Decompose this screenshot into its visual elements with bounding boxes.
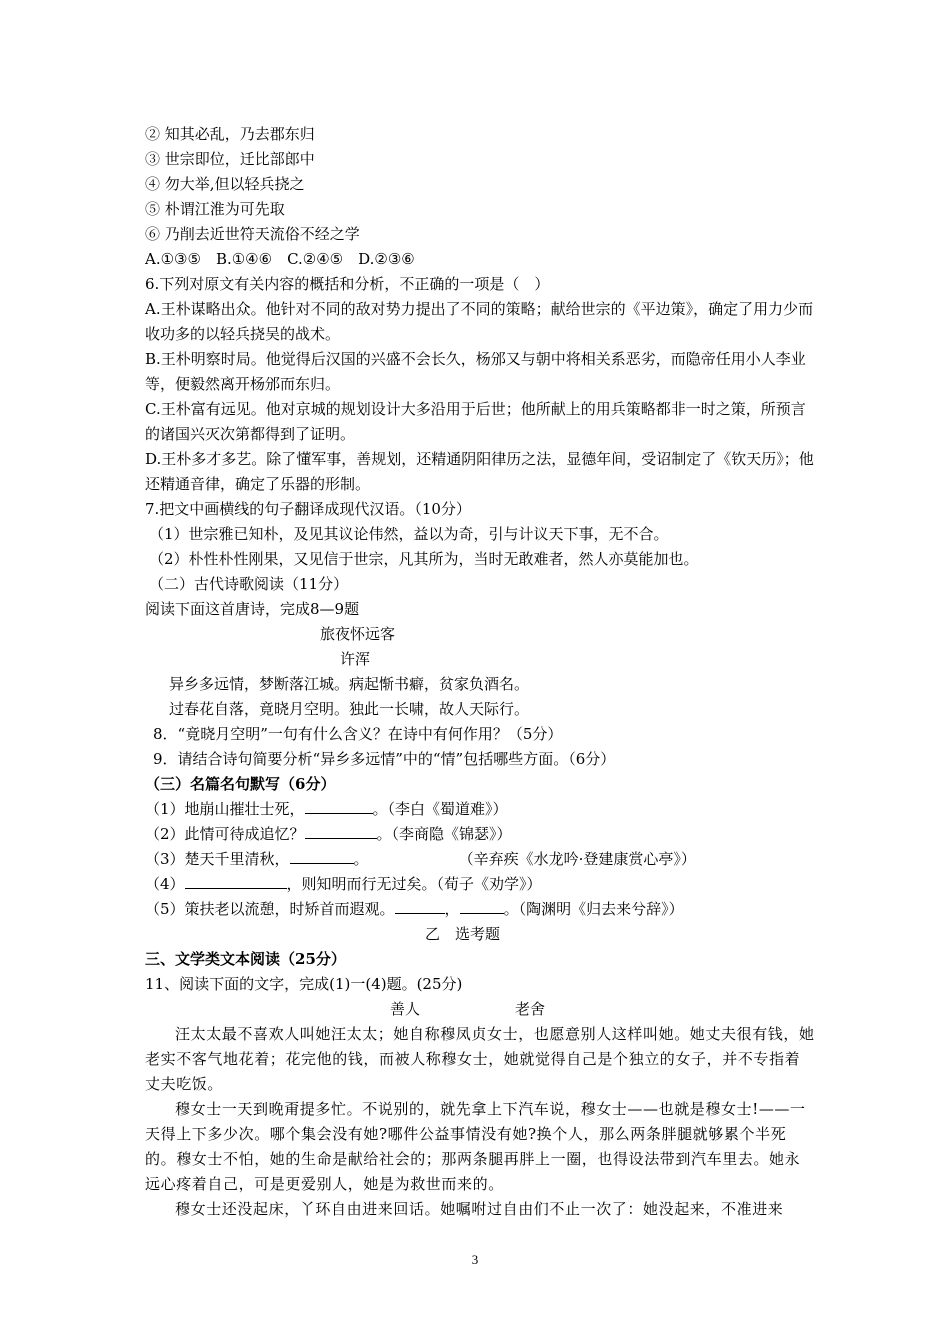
dictation-item-2 <box>145 822 815 847</box>
question-6: 6.下列对原文有关内容的概括和分析，不正确的一项是（ ） <box>145 275 550 293</box>
dictation-5-blank-1[interactable] <box>395 897 445 914</box>
question-11: 11、阅读下面的文字，完成(1)一(4)题。(25分) <box>145 975 463 993</box>
dictation-5-prompt: （5）策扶老以流憩，时矫首而遐观。 <box>145 900 395 918</box>
dictation-item-1 <box>145 797 815 822</box>
answer-choices: A.①③⑤ B.①④⑥ C.②④⑤ D.②③⑥ <box>145 250 415 268</box>
poem-line-1: 异乡多远情，梦断落江城。病起惭书癖，贫家负酒名。 <box>169 675 530 693</box>
question-9: 9．请结合诗句简要分析“异乡多远情”中的“情”包括哪些方面。（6分） <box>153 750 616 768</box>
story-header <box>145 997 815 1022</box>
q7-sentence-2: （2）朴性朴性刚果，又见信于世宗，凡其所为，当时无敢难者，然人亦莫能加也。 <box>149 550 699 568</box>
option-line-3: ③ 世宗即位，迁比部郎中 <box>145 150 315 168</box>
dictation-item-4 <box>145 872 815 897</box>
option-line-4: ④ 勿大举,但以轻兵挠之 <box>145 175 305 193</box>
q6-option-c: C.王朴富有远见。他对京城的规划设计大多沿用于后世；他所献上的用兵策略都非一时之策，所预言的诸国兴灭次第都得到了证明。 <box>145 400 806 443</box>
story-paragraph-1: 汪太太最不喜欢人叫她汪太太；她自称穆凤贞女士，也愿意别人这样叫她。她丈夫很有钱，她老实不客气地花着；花完他的钱，而被人称穆女士，她就觉得自己是个独立的女子，并不专指着丈夫吃饭。 <box>145 1025 815 1093</box>
question-8: 8．“竟晓月空明”一句有什么含义？在诗中有何作用？（5分） <box>153 725 563 743</box>
dictation-1-source: 。（李白《蜀道难》） <box>372 800 508 818</box>
dictation-1-blank[interactable] <box>305 797 373 814</box>
section-dictation-heading: （三）名篇名句默写（6分） <box>145 775 336 793</box>
dictation-4-number: （4） <box>145 875 185 893</box>
q6-option-b: B.王朴明察时局。他觉得后汉国的兴盛不会长久，杨邠又与朝中将相关系恶劣，而隐帝任用小人李业等，便毅然离开杨邠而东归。 <box>145 350 806 393</box>
option-line-2: ② 知其必乱，乃去郡东归 <box>145 125 315 143</box>
elective-heading: 乙 选考题 <box>425 925 501 943</box>
poem-author: 许浑 <box>340 650 371 668</box>
question-7: 7.把文中画横线的句子翻译成现代汉语。（10分） <box>145 500 471 518</box>
dictation-5-source: 。（陶渊明《归去来兮辞》） <box>503 900 684 918</box>
story-author: 老舍 <box>515 1000 546 1018</box>
dictation-item-5 <box>145 897 815 922</box>
story-paragraph-2: 穆女士一天到晚甭提多忙。不说别的，就先拿上下汽车说，穆女士——也就是穆女士!——一天得上下多少次。哪个集会没有她?哪件公益事情没有她?换个人，那么两条胖腿就够累个半死的。穆女士不怕，她的生命是献给社会的；那两条腿再胖上一圈，也得设法带到汽车里去。她永远心疼着自己，可是更爱别人，她是为救世而来的。 <box>145 1100 806 1193</box>
dictation-4-source: ，则知明而行无过矣。（荀子《劝学》） <box>286 875 542 893</box>
poem-line-2: 过春花自落，竟晓月空明。独此一长啸，故人天际行。 <box>169 700 530 718</box>
dictation-3-period: 。 <box>353 850 369 868</box>
option-line-6: ⑥ 乃削去近世符天流俗不经之学 <box>145 225 360 243</box>
page-number: 3 <box>471 1252 479 1267</box>
q6-option-d: D.王朴多才多艺。除了懂军事，善规划，还精通阴阳律历之法，显德年间，受诏制定了《钦天历》；他还精通音律，确定了乐器的形制。 <box>145 450 814 493</box>
dictation-3-source: （辛弃疾《水龙吟·登建康赏心亭》） <box>458 850 696 868</box>
dictation-2-source: 。（李商隐《锦瑟》） <box>376 825 512 843</box>
dictation-3-prompt: （3）楚天千里清秋， <box>145 850 290 868</box>
dictation-1-prompt: （1）地崩山摧壮士死， <box>145 800 305 818</box>
story-title: 善人 <box>390 1000 421 1018</box>
dictation-5-comma: ， <box>444 900 460 918</box>
dictation-2-blank[interactable] <box>305 822 377 839</box>
q7-sentence-1: （1）世宗雅已知朴，及见其议论伟然，益以为奇，引与计议天下事，无不合。 <box>149 525 669 543</box>
page-content <box>145 122 815 1222</box>
dictation-2-prompt: （2）此情可待成追忆？ <box>145 825 305 843</box>
dictation-item-3 <box>145 847 815 872</box>
dictation-4-blank[interactable] <box>185 872 287 889</box>
poetry-instruction: 阅读下面这首唐诗，完成8—9题 <box>145 600 360 618</box>
section-poetry-heading: （二）古代诗歌阅读（11分） <box>149 575 349 593</box>
dictation-5-blank-2[interactable] <box>460 897 504 914</box>
dictation-3-blank[interactable] <box>290 847 354 864</box>
q6-option-a: A.王朴谋略出众。他针对不同的敌对势力提出了不同的策略；献给世宗的《平边策》，确定了用力少而收功多的以轻兵挠吴的战术。 <box>145 300 814 343</box>
option-line-5: ⑤ 朴谓江淮为可先取 <box>145 200 285 218</box>
part-3-heading: 三、文学类文本阅读（25分） <box>145 950 346 968</box>
poem-title: 旅夜怀远客 <box>320 625 396 643</box>
story-paragraph-3: 穆女士还没起床，丫环自由进来回话。她嘱咐过自由们不止一次了：她没起来，不准进来 <box>175 1200 784 1218</box>
